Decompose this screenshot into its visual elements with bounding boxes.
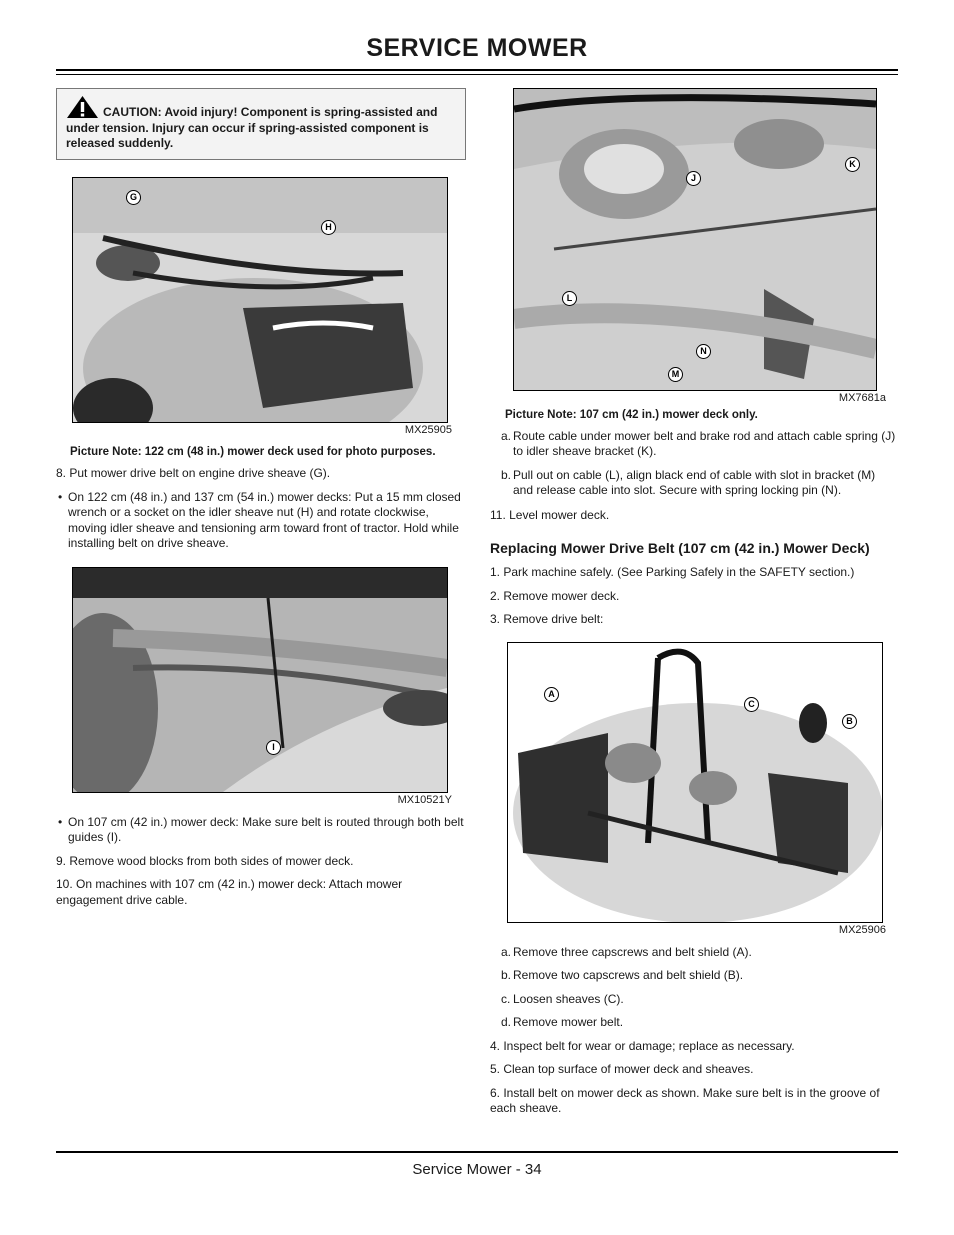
step-11: 11. Level mower deck.	[490, 507, 610, 522]
sub-step-label: a.	[501, 944, 512, 959]
sub-step-a	[490, 945, 898, 961]
figure-mx7681a	[513, 88, 877, 391]
replace-step-6: 6. Install belt on mower deck as shown. Make sure belt is in the groove of each sheave.	[490, 1085, 880, 1115]
replace-step-1: 1. Park machine safely. (See Parking Safely in the SAFETY section.)	[490, 565, 855, 579]
right-column	[490, 88, 898, 1117]
picture-note: Picture Note: 107 cm (42 in.) mower deck only.	[505, 409, 758, 421]
page-title: SERVICE MOWER	[366, 34, 588, 62]
callout-c: C	[744, 697, 759, 712]
step-8: 8. Put mower drive belt on engine drive sheave (G).	[56, 466, 331, 480]
sub-step-text: Remove mower belt.	[513, 1015, 624, 1029]
callout-a: A	[544, 687, 559, 702]
bullet-dot: •	[58, 814, 63, 829]
callout-b: B	[842, 714, 857, 729]
bullet-dot: •	[58, 489, 63, 504]
caution-text: CAUTION: Avoid injury! Component is spring-assisted and under tension. Injury can occur if spring-assisted component is released suddenly.	[66, 105, 438, 150]
callout-i: I	[266, 740, 281, 755]
replace-step-5: 5. Clean top surface of mower deck and sheaves.	[490, 1062, 754, 1076]
header-rule-thin	[56, 74, 898, 75]
callout-m: M	[668, 367, 683, 382]
caution-box	[56, 88, 466, 160]
callout-n: N	[696, 344, 711, 359]
sub-step-label: b.	[501, 467, 512, 482]
bullet-text: On 107 cm (42 in.) mower deck: Make sure belt is routed through both belt guides (I).	[68, 814, 464, 844]
sub-step-b	[490, 468, 898, 499]
callout-k: K	[845, 157, 860, 172]
sub-step-label: c.	[501, 991, 511, 1006]
sub-step-text: Remove three capscrews and belt shield (A).	[513, 944, 752, 959]
sub-step-text: Remove two capscrews and belt shield (B).	[513, 968, 744, 982]
step-10: 10. On machines with 107 cm (42 in.) mower deck: Attach mower engagement drive cable.	[56, 877, 403, 907]
sub-step-label: d.	[501, 1015, 512, 1029]
figure-mx7681a-photo	[514, 89, 876, 390]
picture-note: Picture Note: 122 cm (48 in.) mower deck used for photo purposes.	[70, 445, 436, 458]
footer-rule	[56, 1151, 898, 1153]
figure-mx25905	[72, 177, 448, 423]
figure-mx25905-photo	[73, 178, 447, 422]
figure-mx25906	[507, 642, 883, 923]
warning-icon	[66, 95, 99, 119]
replace-step-2: 2. Remove mower deck.	[490, 588, 620, 603]
callout-l: L	[562, 291, 577, 306]
figure-id: MX25905	[404, 423, 452, 436]
left-column	[56, 88, 466, 908]
sub-step-b	[490, 968, 898, 984]
header-rule	[56, 69, 898, 71]
callout-g: G	[126, 190, 141, 205]
replace-step-3: 3. Remove drive belt:	[490, 612, 604, 626]
figure-mx25906-photo	[508, 643, 882, 922]
callout-h: H	[321, 220, 336, 235]
sub-step-label: a.	[501, 428, 512, 443]
page-footer: Service Mower - 34	[412, 1161, 542, 1178]
sub-step-text: Route cable under mower belt and brake rod and attach cable spring (J) to idler sheave bracket (K).	[513, 428, 896, 458]
figure-id: MX25906	[838, 923, 886, 936]
figure-id: MX10521Y	[397, 793, 452, 806]
sub-step-a	[490, 429, 898, 460]
figure-id: MX7681a	[838, 392, 886, 404]
bullet-text: On 122 cm (48 in.) and 137 cm (54 in.) mower decks: Put a 15 mm closed wrench or a socket on the idler sheave nut (H) and rotate clockwise, moving idler sheave and tensioning arm toward front of tractor. Hold while installing belt on drive sheave.	[68, 489, 461, 550]
step-9: 9. Remove wood blocks from both sides of mower deck.	[56, 853, 354, 868]
bullet-48-deck	[56, 490, 466, 552]
sub-step-text: Loosen sheaves (C).	[513, 991, 624, 1006]
replace-step-4: 4. Inspect belt for wear or damage; replace as necessary.	[490, 1038, 795, 1053]
bullet-42-deck	[56, 815, 466, 846]
sub-step-text: Pull out on cable (L), align black end of cable with slot in bracket (M) and release cable into slot. Secure with spring locking pin (N).	[513, 467, 876, 497]
sub-step-d	[490, 1015, 898, 1031]
sub-step-c	[490, 992, 898, 1008]
sub-step-label: b.	[501, 968, 512, 982]
figure-mx10521y-photo	[73, 568, 447, 792]
callout-j: J	[686, 171, 701, 186]
section-title: Replacing Mower Drive Belt (107 cm (42 in.) Mower Deck)	[490, 540, 870, 556]
figure-mx10521y	[72, 567, 448, 793]
